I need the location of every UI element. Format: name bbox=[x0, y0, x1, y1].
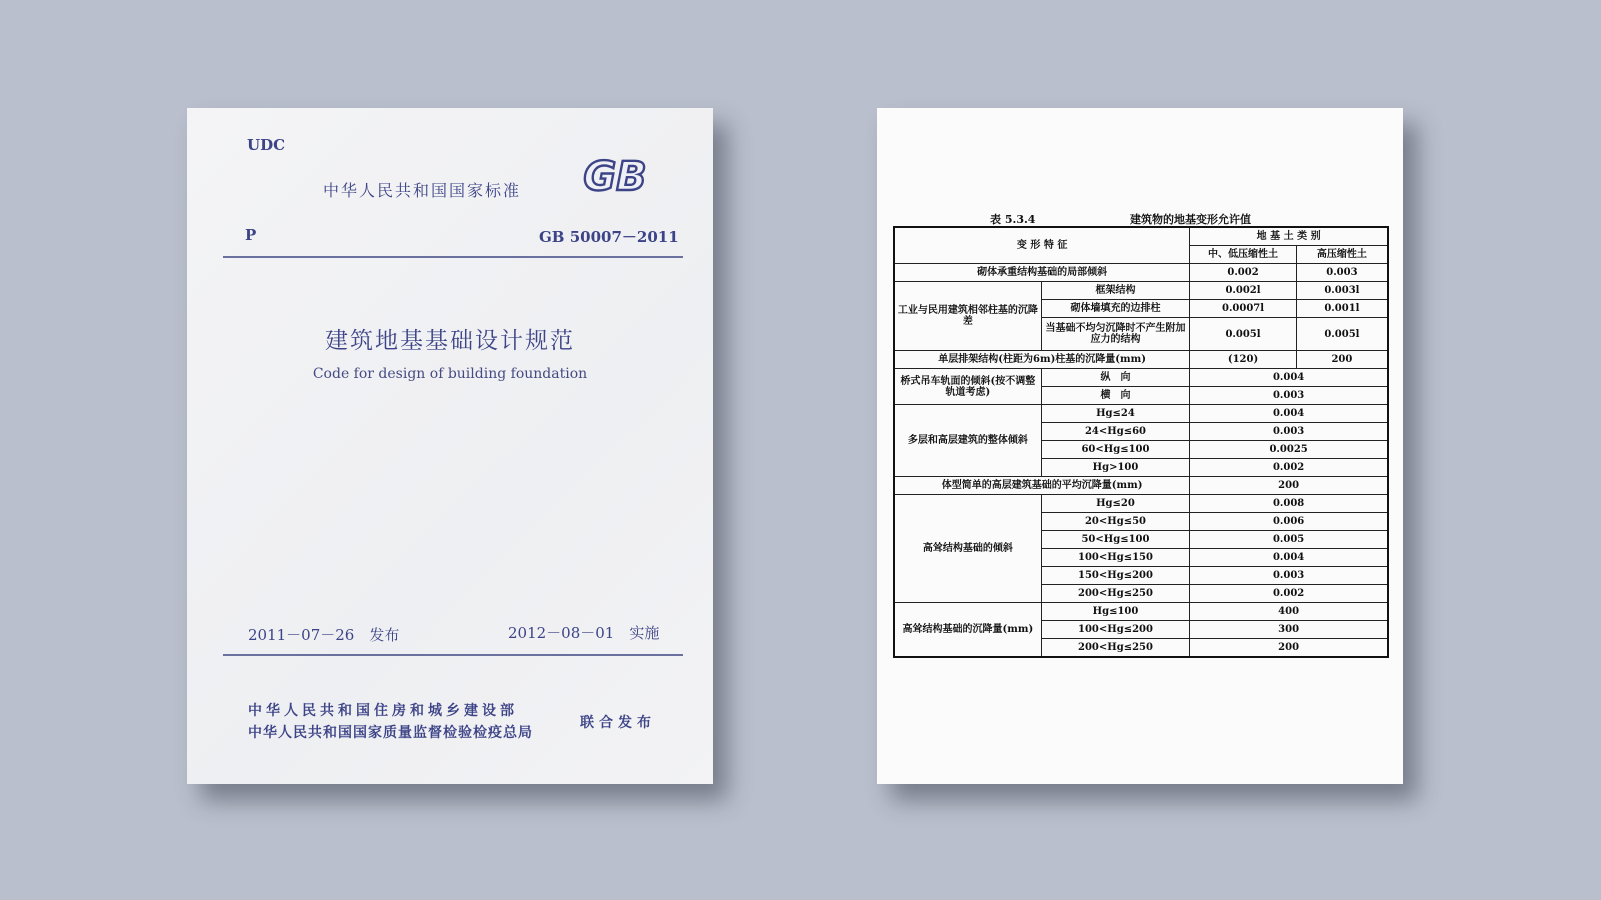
table-row: 高耸结构基础的倾斜 Hg≤20 0.008 bbox=[894, 495, 1388, 513]
group-crane: 桥式吊车轨面的倾斜(按不调整轨道考虑) bbox=[894, 369, 1041, 405]
joint-issue-label: 联合发布 bbox=[580, 715, 656, 731]
table-row: 100<Hg≤200 300 bbox=[894, 621, 1388, 639]
table-row: 多层和高层建筑的整体倾斜 Hg≤24 0.004 bbox=[894, 405, 1388, 423]
top-divider bbox=[223, 256, 683, 258]
deformation-table bbox=[893, 226, 1389, 658]
table-number: 表 5.3.4 bbox=[990, 213, 1036, 226]
title-english: Code for design of building foundation bbox=[312, 366, 588, 382]
deformation-table-wrap bbox=[893, 226, 1389, 658]
table-row: 单层排架结构(柱距为6m)柱基的沉降量(mm) (120) 200 bbox=[894, 351, 1388, 369]
svg-text:GB: GB bbox=[583, 154, 647, 198]
header-soil-type: 地 基 土 类 别 bbox=[1190, 227, 1388, 246]
group-tower-settlement: 高耸结构基础的沉降量(mm) bbox=[894, 603, 1041, 658]
table-row: 砌体墙填充的边排柱 0.0007l 0.001l bbox=[894, 300, 1388, 318]
gb-logo bbox=[573, 154, 657, 202]
classification-letter: P bbox=[245, 226, 257, 244]
group-adjacent: 工业与民用建筑相邻柱基的沉降差 bbox=[894, 282, 1041, 351]
udc-label: UDC bbox=[247, 136, 286, 154]
table-page bbox=[877, 108, 1403, 784]
publisher-1: 中华人民共和国住房和城乡建设部 bbox=[248, 703, 518, 719]
header-high: 高压缩性土 bbox=[1296, 246, 1388, 264]
publisher-2: 中华人民共和国国家质量监督检验检疫总局 bbox=[248, 725, 533, 741]
national-standard-label: 中华人民共和国国家标准 bbox=[323, 181, 522, 200]
table-row: 150<Hg≤200 0.003 bbox=[894, 567, 1388, 585]
standard-code: GB 50007－2011 bbox=[539, 228, 679, 246]
standard-cover bbox=[187, 108, 713, 784]
bottom-divider bbox=[223, 654, 683, 656]
group-overall-tilt: 多层和高层建筑的整体倾斜 bbox=[894, 405, 1041, 477]
table-row: 200<Hg≤250 0.002 bbox=[894, 585, 1388, 603]
table-row: 20<Hg≤50 0.006 bbox=[894, 513, 1388, 531]
table-row: Hg>100 0.002 bbox=[894, 459, 1388, 477]
table-row: 当基础不均匀沉降时不产生附加应力的结构 0.005l 0.005l bbox=[894, 318, 1388, 351]
table-row: 桥式吊车轨面的倾斜(按不调整轨道考虑) 纵 向 0.004 bbox=[894, 369, 1388, 387]
table-row: 砌体承重结构基础的局部倾斜 0.002 0.003 bbox=[894, 264, 1388, 282]
table-row: 体型简单的高层建筑基础的平均沉降量(mm) 200 bbox=[894, 477, 1388, 495]
table-row: 60<Hg≤100 0.0025 bbox=[894, 441, 1388, 459]
table-row: 24<Hg≤60 0.003 bbox=[894, 423, 1388, 441]
table-row: 工业与民用建筑相邻柱基的沉降差 框架结构 0.002l 0.003l bbox=[894, 282, 1388, 300]
effective-date: 2012－08－01 实施 bbox=[508, 624, 660, 642]
table-row: 50<Hg≤100 0.005 bbox=[894, 531, 1388, 549]
title-chinese: 建筑地基基础设计规范 bbox=[325, 328, 575, 354]
table-row: 横 向 0.003 bbox=[894, 387, 1388, 405]
table-row: 高耸结构基础的沉降量(mm) Hg≤100 400 bbox=[894, 603, 1388, 621]
issue-date: 2011－07－26 发布 bbox=[248, 626, 400, 644]
header-feature: 变 形 特 征 bbox=[894, 227, 1190, 264]
header-medium-low: 中、低压缩性土 bbox=[1190, 246, 1297, 264]
table-row: 100<Hg≤150 0.004 bbox=[894, 549, 1388, 567]
table-row: 200<Hg≤250 200 bbox=[894, 639, 1388, 658]
group-tower-tilt: 高耸结构基础的倾斜 bbox=[894, 495, 1041, 603]
table-title: 建筑物的地基变形允许值 bbox=[1130, 213, 1251, 226]
